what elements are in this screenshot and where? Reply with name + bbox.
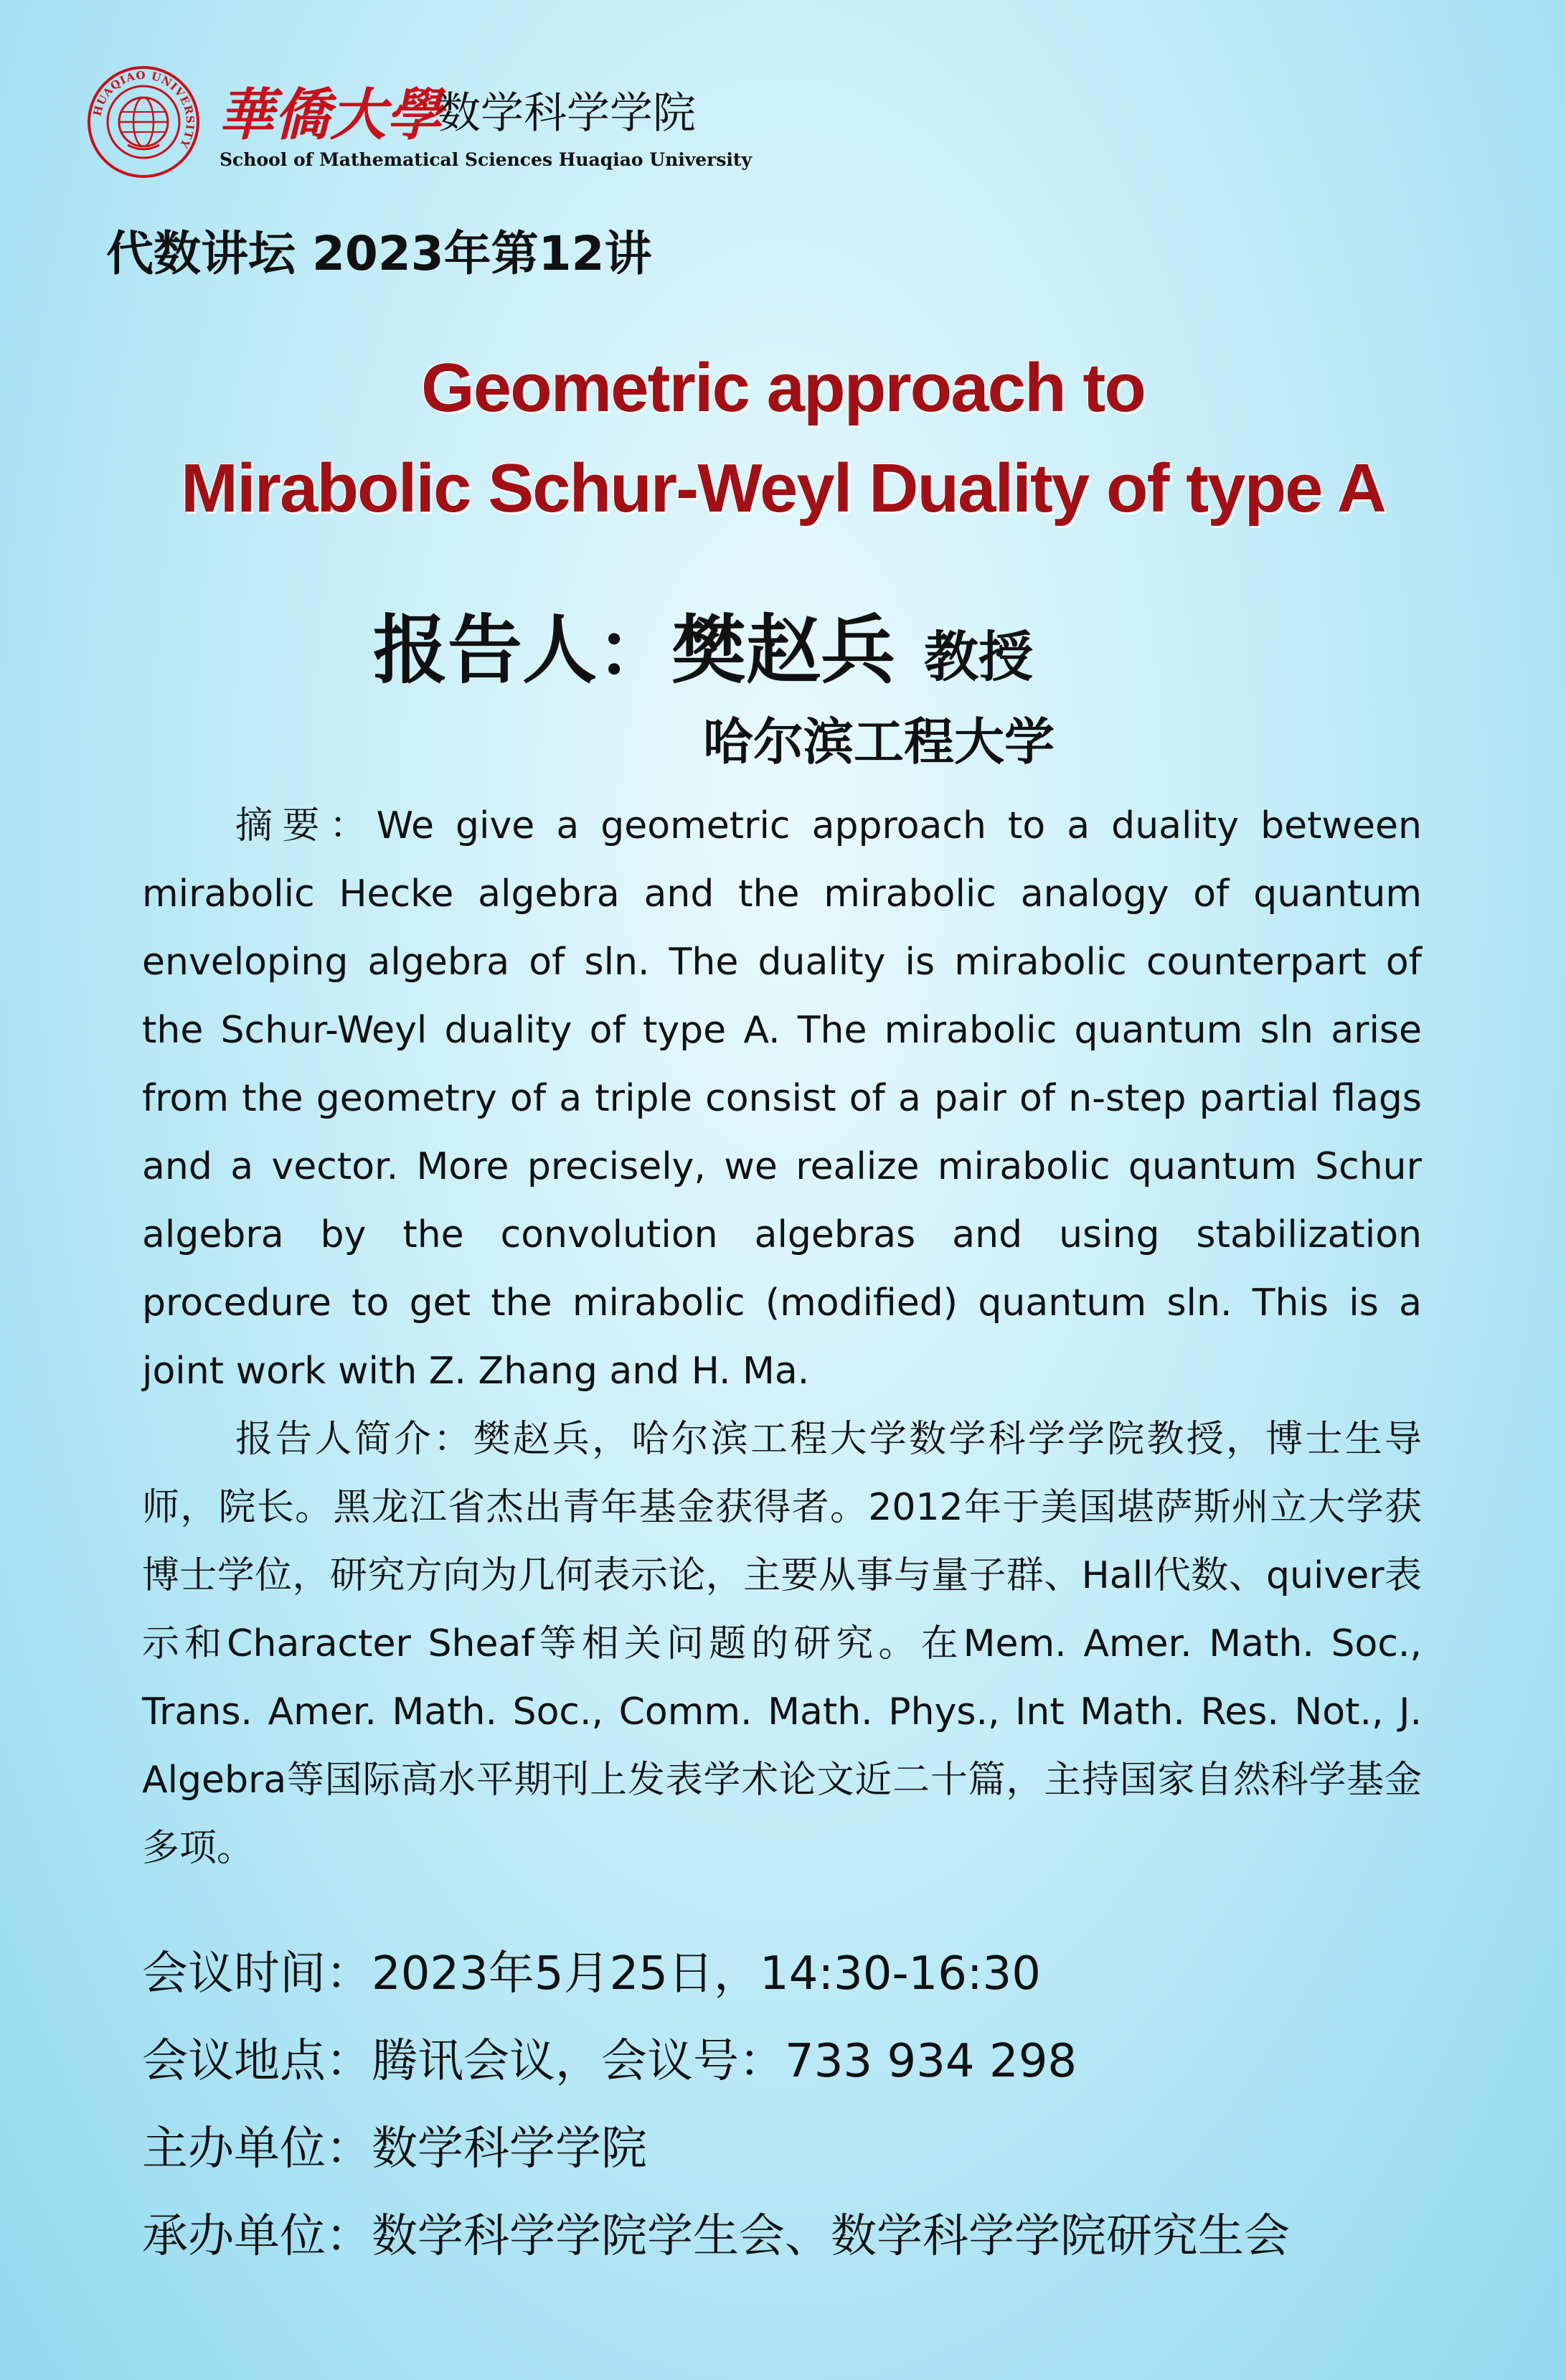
header: [86, 65, 803, 187]
speaker: [373, 590, 1033, 697]
meeting-info: [142, 1930, 1290, 2280]
speaker-role: 教授: [924, 625, 1034, 689]
meeting-host: 主办单位：数学科学学院: [142, 2122, 647, 2176]
talk-title-line-1: Geometric approach to: [421, 349, 1145, 426]
meeting-organizer: 承办单位：数学科学学院学生会、数学科学学院研究生会: [142, 2210, 1290, 2263]
talk-title-line-2: Mirabolic Schur-Weyl Duality of type A: [181, 450, 1385, 527]
school-name-cn: 数学科学学院: [438, 88, 696, 138]
abstract-paragraph: 摘要：We give a geometric approach to a duality between mirabolic Hecke algebra and the mirabolic analogy of quantum enveloping algebra of sln. The duality is mirabolic counterpart of the Schur-Weyl duality of type A. The mirabolic quantum sln arise from the geometry of a triple consist of a pair of n-step partial flags and a vector. More precisely, we realize mirabolic quantum Schur algebra by the convolution algebras and using stabilization procedure to get the mirabolic (modified) quantum sln. This is a joint work with Z. Zhang and H. Ma.: [142, 804, 1422, 1393]
university-logo: [86, 65, 201, 179]
meeting-time: 会议时间：2023年5月25日，14:30-16:30: [142, 1947, 1041, 2000]
speaker-name: 报告人：樊赵兵: [373, 606, 896, 694]
university-name: 華僑大學: [218, 83, 443, 148]
body-text: [142, 792, 1422, 1883]
lecture-series: 代数讲坛 2023年第12讲: [106, 226, 652, 281]
logo-ring-text: HUAQIAO UNIVERSITY: [90, 68, 197, 151]
speaker-affiliation: 哈尔滨工程大学: [703, 712, 1055, 771]
meeting-location: 会议地点：腾讯会议，会议号：733 934 298: [142, 2035, 1077, 2088]
school-name-en: School of Mathematical Sciences Huaqiao University: [220, 149, 752, 170]
bio-paragraph: 报告人简介：樊赵兵，哈尔滨工程大学数学科学学院教授，博士生导师，院长。黑龙江省杰出青年基金获得者。2012年于美国堪萨斯州立大学获博士学位，研究方向为几何表示论，主要从事与量子群、Hall代数、quiver表示和Character Sheaf等相关问题的研究。在Mem. Amer. Math. Soc., Trans. Amer. Math. Soc., Comm. Math. Phys., Int Math. Res. Not., J. Algebra等国际高水平期刊上发表学术论文近二十篇，主持国家自然科学基金多项。: [142, 1418, 1422, 1870]
